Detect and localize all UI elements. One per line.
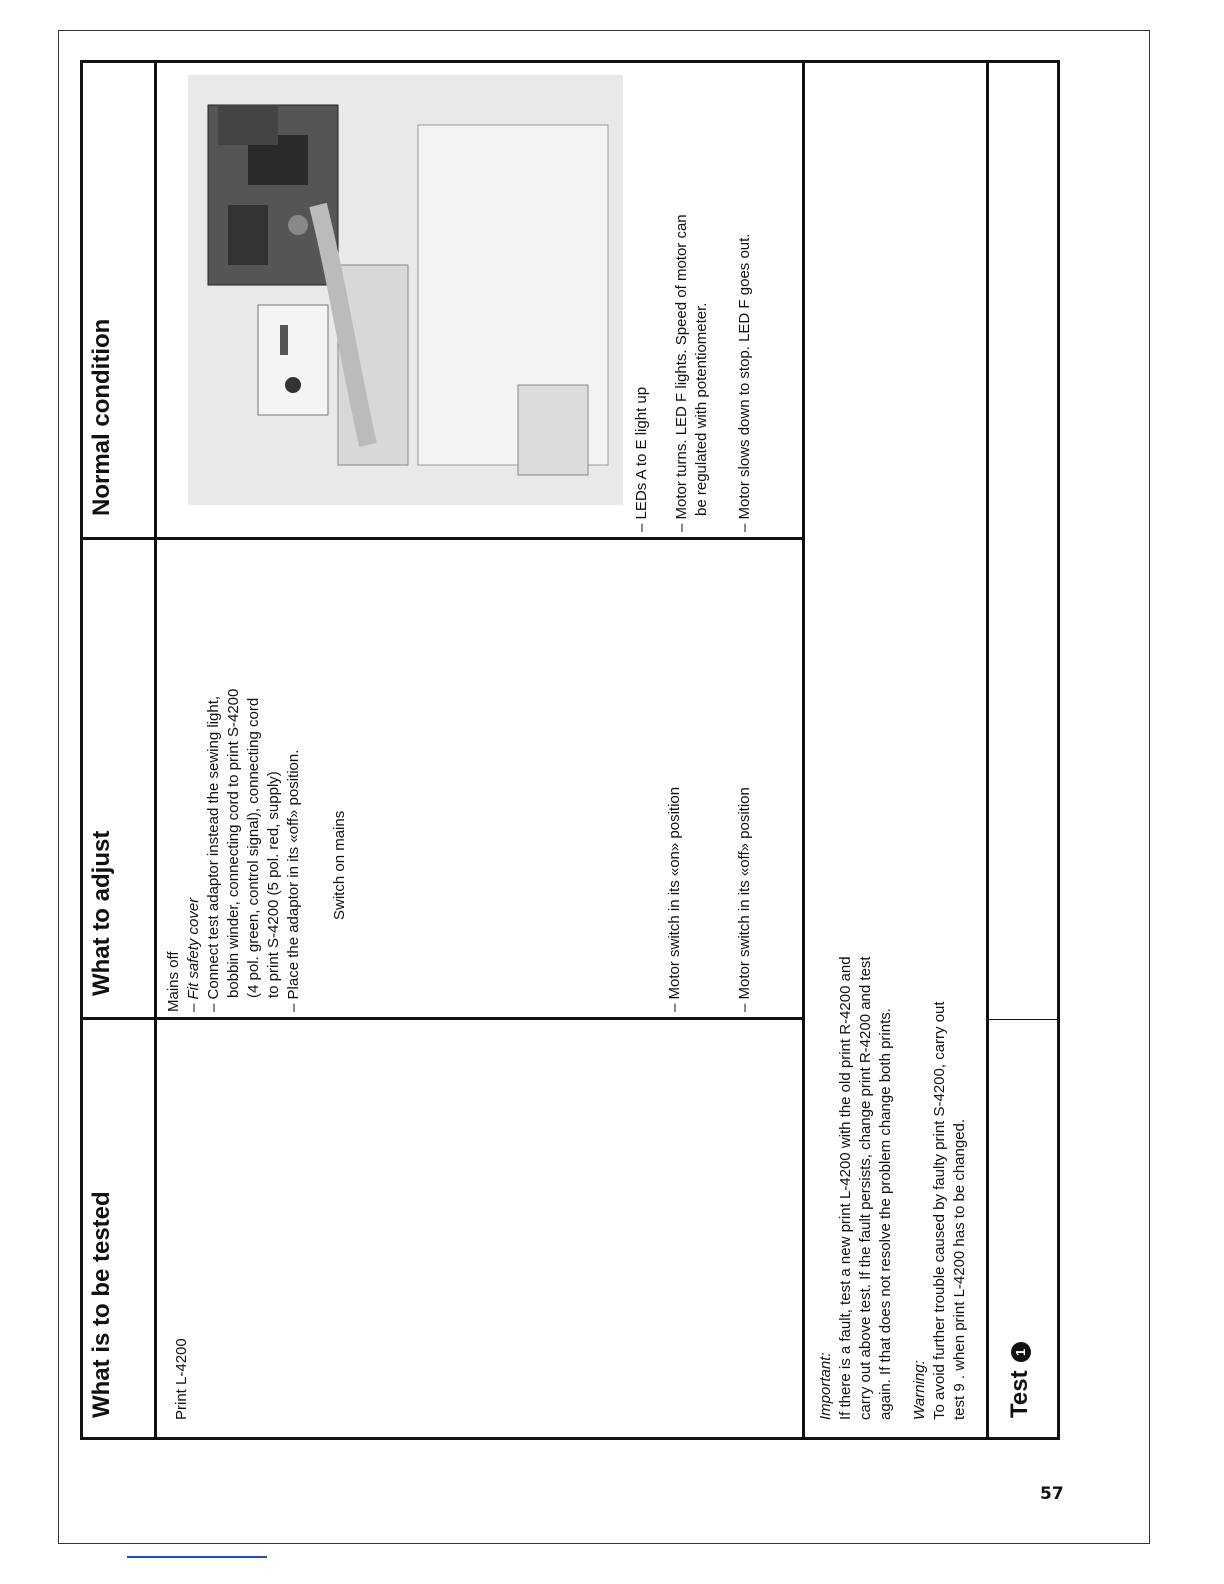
test-label: Test — [1006, 1370, 1033, 1418]
rotated-test-sheet — [80, 60, 1060, 1440]
adjust-line-1: Mains off — [165, 951, 182, 1012]
tested-item: Print L-4200 — [173, 1338, 190, 1420]
test-adaptor-photo — [188, 75, 623, 505]
adjust-line-5: (4 pol. green, control signal), connecting cord — [245, 697, 262, 998]
adjust-line-7: – Place the adaptor in its «off» position. — [285, 749, 302, 1012]
header-rule — [154, 60, 157, 1440]
footer-top-rule — [986, 60, 989, 1440]
header-what-is-tested: What is to be tested — [88, 1191, 115, 1418]
adjust-line-2: – Fit safety cover — [185, 897, 202, 1012]
adjust-motor-off: – Motor switch in its «off» position — [736, 787, 753, 1012]
column-divider-2 — [80, 537, 802, 540]
warning-line-2: test 9 . when print L-4200 has to be changed. — [951, 1118, 968, 1420]
normal-motor-turns-2: be regulated with potentiometer. — [693, 302, 710, 516]
notes-rule — [802, 60, 805, 1440]
adjust-motor-on: – Motor switch in its «on» position — [666, 786, 683, 1012]
test-title — [1006, 1342, 1034, 1418]
adjust-line-3: – Connect test adaptor instead the sewing light, — [205, 695, 222, 1012]
important-line-3: again. If that does not resolve the problem change both prints. — [877, 1008, 894, 1420]
adjust-line-4: bobbin winder, connecting cord to print S-4200 — [225, 688, 242, 998]
warning-label: Warning: — [911, 1360, 928, 1420]
header-normal-condition: Normal condition — [88, 318, 115, 516]
footer-rule — [127, 1556, 267, 1558]
adjust-switch-on: Switch on mains — [331, 810, 348, 920]
inner-rule — [988, 1019, 1058, 1020]
normal-leds: – LEDs A to E light up — [633, 386, 650, 532]
column-divider-1 — [80, 1017, 802, 1020]
normal-motor-slows: – Motor slows down to stop. LED F goes out. — [736, 233, 753, 532]
header-what-to-adjust: What to adjust — [88, 830, 115, 996]
important-line-1: If there is a fault, test a new print L-4200 with the old print R-4200 and — [837, 956, 854, 1420]
adjust-line-6: to print S-4200 (5 pol. red, supply) — [265, 771, 282, 998]
important-line-2: carry out above test. If the fault persists, change print R-4200 and test — [857, 956, 874, 1420]
page-number: 57 — [1040, 1484, 1064, 1504]
test-number-badge: 1 — [1011, 1342, 1031, 1362]
warning-line-1: To avoid further trouble caused by faulty print S-4200, carry out — [931, 1001, 948, 1420]
sewing-machine-illustration — [188, 75, 623, 505]
normal-motor-turns-1: – Motor turns. LED F lights. Speed of motor can — [673, 214, 690, 532]
important-label: Important: — [817, 1352, 834, 1420]
